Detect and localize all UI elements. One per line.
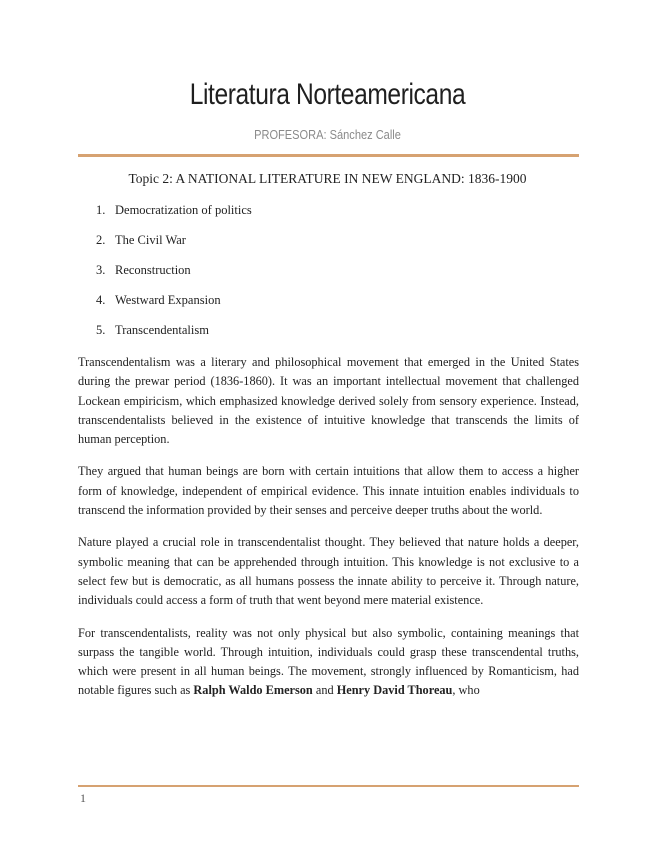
list-item	[96, 203, 252, 233]
topic-heading: Topic 2: A NATIONAL LITERATURE IN NEW ENGLAND: 1836-1900	[128, 171, 527, 186]
list-item-label: Transcendentalism	[115, 323, 209, 337]
list-item-number: 5.	[96, 323, 106, 337]
header-divider	[78, 154, 579, 157]
topic-list	[96, 203, 252, 353]
list-item-number: 3.	[96, 263, 106, 277]
paragraph-4-start: For transcendentalists, reality was not only physical but also symbolic, containing meanings that surpass the tangible world. Through intuition, individuals could grasp these transcendental truths, which were present in all human beings. The movement, strongly influenced by Romanticism, had notable figures such as	[78, 625, 579, 698]
list-item-number: 1.	[96, 203, 106, 217]
author-name-emerson: Ralph Waldo Emerson	[193, 683, 313, 698]
list-item-number: 2.	[96, 233, 106, 247]
document-subtitle: PROFESORA: Sánchez Calle	[254, 127, 401, 142]
paragraph-3: Nature played a crucial role in transcendentalist thought. They believed that nature holds a deeper, symbolic meaning that can be apprehended through intuition. This knowledge is not exclusive to a select few but is democratic, as all humans possess the innate ability to perceive it. Through nature, individuals could access a form of truth that went beyond mere material existence.	[78, 535, 579, 608]
paragraph-2: They argued that human beings are born with certain intuitions that allow them to access a higher form of knowledge, independent of empirical evidence. This innate intuition enables individuals to transcend the information provided by their senses and perceive deeper truths about the world.	[78, 464, 579, 518]
document-title: Literatura Norteamericana	[189, 78, 466, 111]
author-name-thoreau: Henry David Thoreau	[336, 683, 453, 698]
paragraph-4-and: and	[312, 683, 337, 698]
paragraph-4-end: , who	[452, 683, 480, 698]
paragraph-1: Transcendentalism was a literary and philosophical movement that emerged in the United States during the prewar period (1836-1860). It was an important intellectual movement that challenged Lockean empiricism, which emphasized knowledge derived solely from sensory experience. Instead, transcendentalists believed in the existence of intuitive knowledge that transcends the limits of human perception.	[78, 355, 579, 447]
list-item-label: Democratization of politics	[115, 203, 252, 217]
list-item-label: Reconstruction	[115, 263, 191, 277]
footer-divider	[78, 785, 579, 787]
list-item-number: 4.	[96, 293, 106, 307]
body-text	[78, 353, 579, 714]
page-number: 1	[80, 791, 86, 805]
paragraph-4	[78, 624, 579, 701]
list-item-label: Westward Expansion	[115, 293, 221, 307]
list-item	[96, 293, 252, 323]
list-item	[96, 263, 252, 293]
list-item-label: The Civil War	[115, 233, 186, 247]
list-item	[96, 233, 252, 263]
list-item	[96, 323, 252, 353]
